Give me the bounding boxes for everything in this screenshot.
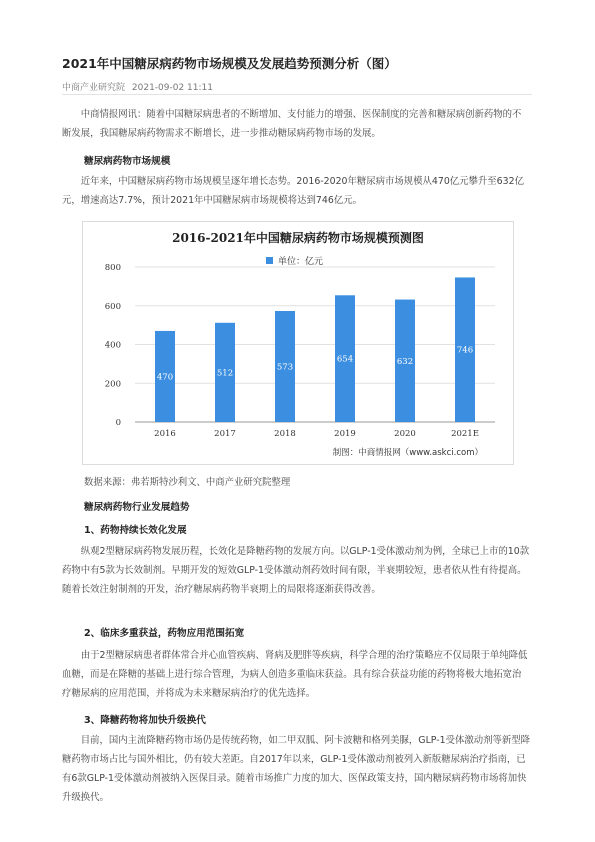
- x-tick-label: 2019: [334, 429, 356, 439]
- intro-paragraph: 中商情报网讯：随着中国糖尿病患者的不断增加、支付能力的增强、医保制度的完善和糖尿病创新药物的不断发展，我国糖尿病药物需求不断增长，进一步推动糖尿病药物市场的发展。: [62, 109, 522, 139]
- bar-value-label: 470: [156, 372, 174, 383]
- title-divider: [62, 94, 532, 95]
- chart-title: 2016-2021年中国糖尿病药物市场规模预测图: [172, 231, 424, 245]
- x-tick-label: 2017: [214, 429, 236, 439]
- trend-3-paragraph: 目前，国内主流降糖药物市场仍是传统药物，如二甲双胍、阿卡波糖和格列美脲，GLP-1受体激动剂等新型降糖药物市场占比与国外相比，仍有较大差距。自2017年以来，GLP-1受体激动剂被列入新版糖尿病治疗指南，已有6款GLP-1受体激动剂被纳入医保目录。随着市场推广力度的加大、医保政策支持，国内糖尿病药物市场将加快升级换代。: [62, 735, 530, 803]
- article-date: 2021-09-02 11:11: [131, 83, 213, 93]
- legend-swatch: [266, 257, 273, 264]
- trend-2-title: 2、临床多重获益，药物应用范围拓宽: [84, 628, 245, 639]
- x-tick-label: 2016: [154, 429, 176, 439]
- y-tick-label: 400: [104, 340, 121, 351]
- market-size-paragraph: 近年来，中国糖尿病药物市场规模呈逐年增长态势。2016-2020年糖尿病市场规模从470亿元攀升至632亿元，增速高达7.7%，预计2021年中国糖尿病市场规模将达到746亿元。: [62, 176, 524, 206]
- section-trends-title: 糖尿病药物行业发展趋势: [84, 502, 190, 513]
- y-tick-label: 0: [115, 418, 121, 428]
- data-source-note: 数据来源：弗若斯特沙利文、中商产业研究院整理: [84, 477, 291, 488]
- x-tick-label: 2018: [274, 429, 296, 439]
- bar-value-label: 746: [456, 345, 474, 356]
- x-tick-label: 2021E: [451, 429, 479, 439]
- chart-canvas: [83, 222, 513, 464]
- legend-label: 单位：亿元: [278, 257, 324, 267]
- bar-value-label: 632: [396, 356, 414, 367]
- trend-1-paragraph: 纵观2型糖尿病药物发展历程，长效化是降糖药物的发展方向。以GLP-1受体激动剂为例，全球已上市的10款药物中有5款为长效制剂。早期开发的短效GLP-1受体激动剂药效时间有限，半衰期较短，患者依从性有待提高。随着长效注射制剂的开发，治疗糖尿病药物半衰期上的局限将逐渐获得改善。: [62, 546, 530, 595]
- article-meta: [62, 80, 217, 93]
- bar-value-label: 512: [216, 368, 234, 379]
- section-market-size-title: 糖尿病药物市场规模: [84, 156, 171, 167]
- y-tick-label: 200: [104, 379, 121, 390]
- trend-1-title: 1、药物持续长效化发展: [84, 525, 187, 536]
- x-tick-label: 2020: [394, 429, 416, 439]
- trend-2-paragraph: 由于2型糖尿病患者群体常合并心血管疾病、肾病及肥胖等疾病，科学合理的治疗策略应不仅局限于单纯降低血糖，而是在降糖的基础上进行综合管理，为病人创造多重临床获益。具有综合获益功能的药物将极大地拓宽治疗糖尿病的应用范围，并将成为未来糖尿病治疗的优先选择。: [62, 650, 528, 699]
- y-tick-label: 800: [104, 263, 121, 273]
- chart-credit: 制图：中商情报网（www.askci.com）: [332, 448, 483, 458]
- article-title: 2021年中国糖尿病药物市场规模及发展趋势预测分析（图）: [62, 56, 397, 71]
- bar-value-label: 654: [336, 354, 354, 365]
- y-tick-label: 600: [104, 301, 121, 312]
- article-source[interactable]: 中商产业研究院: [62, 83, 126, 93]
- market-size-chart: [82, 221, 514, 465]
- bar-value-label: 573: [276, 362, 294, 373]
- trend-3-title: 3、降糖药物将加快升级换代: [84, 715, 206, 726]
